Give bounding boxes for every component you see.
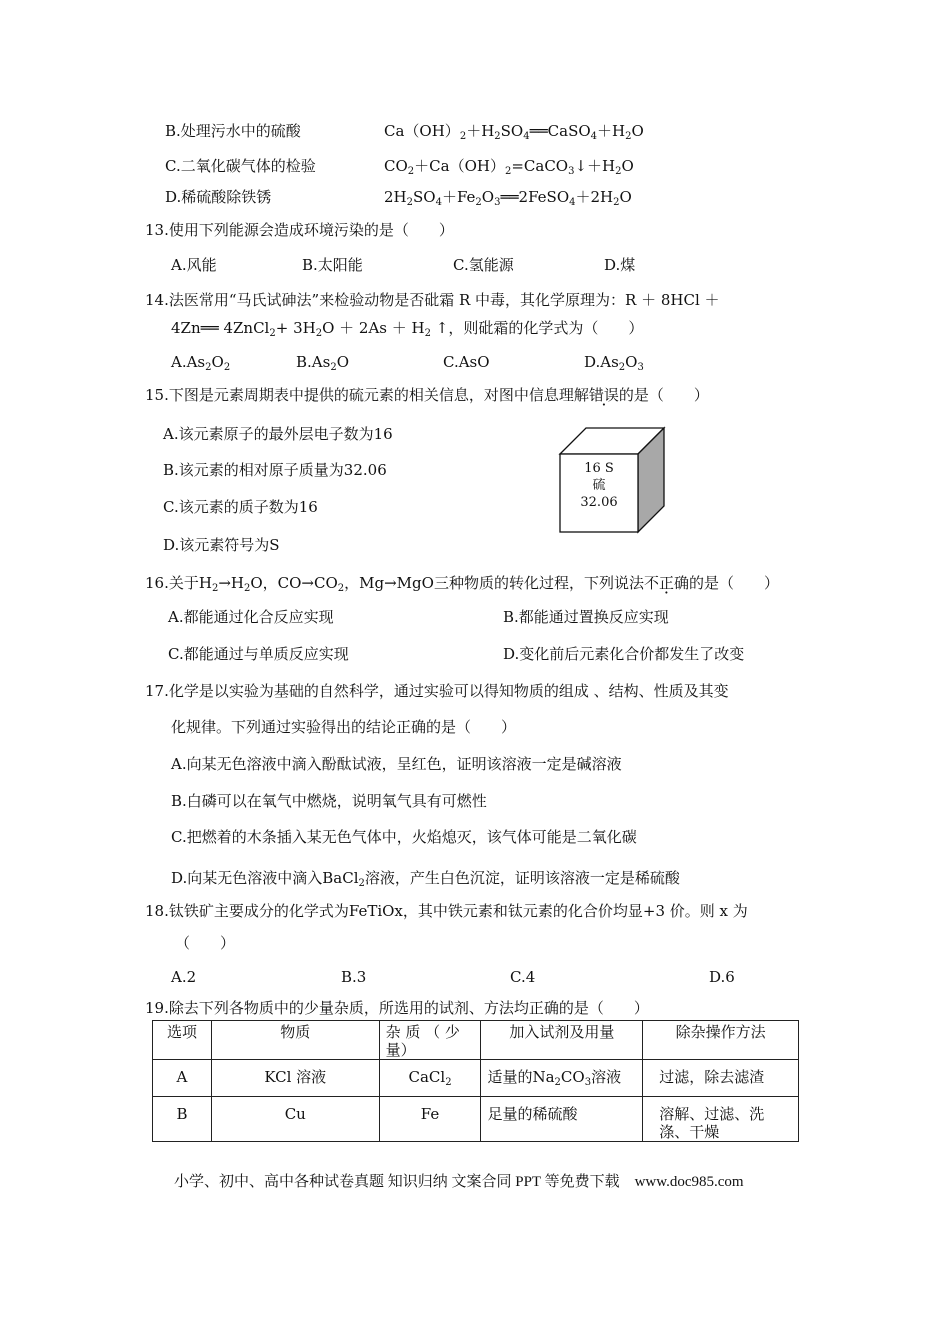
q12-d-equation: $2H_2SO_4+Fe_2O_3══2FeSO_4+2H_2O$: [384, 188, 632, 208]
q15-option-d: D.该元素符号为S: [163, 536, 280, 554]
element-mass: 32.06: [580, 495, 618, 510]
q13-option-b: B.太阳能: [302, 256, 363, 274]
table-header-row: [153, 1021, 799, 1060]
row-a-option: A: [153, 1060, 212, 1097]
q15-option-b: B.该元素的相对原子质量为32.06: [163, 461, 387, 479]
q17-option-b: B.白磷可以在氧气中燃烧，说明氧气具有可燃性: [171, 792, 487, 810]
q12-option-d: [165, 187, 271, 207]
q18-option-c: C.4: [510, 968, 536, 986]
q16-option-c: C.都能通过与单质反应实现: [168, 645, 349, 663]
header-option: 选项: [153, 1021, 212, 1060]
q13-stem: 13.使用下列能源会造成环境污染的是（ ）: [145, 221, 454, 239]
q17-option-a: A.向某无色溶液中滴入酚酞试液，呈红色，证明该溶液一定是碱溶液: [171, 755, 622, 773]
row-b-reagent: 足量的稀硫酸: [481, 1097, 643, 1142]
q15-option-c: C.该元素的质子数为16: [163, 498, 318, 516]
row-b-impurity: Fe: [379, 1097, 481, 1142]
q15-stem-b: 的是（ ）: [618, 386, 709, 404]
q12-c-equation: $CO_2+Ca(OH)_2=CaCO_3↓+H_2O$: [384, 157, 634, 177]
q15-stem-a: 15.下图是元素周期表中提供的硫元素的相关信息，对图中信息理解: [145, 386, 589, 404]
header-substance: 物质: [211, 1021, 379, 1060]
q16-stem-b: 三种物质的转化过程，下列说法: [433, 574, 644, 592]
q13-option-a: A.风能: [171, 256, 217, 274]
element-number-symbol: 16 S: [584, 461, 614, 476]
q16-stem: 16.关于$H_2\to H_2O$，$CO\to CO_2$，Mg→MgO三种物质的转化过程，下列说法不正确的是（ ）: [145, 574, 779, 594]
q16-stem-c: 的是（ ）: [688, 574, 779, 592]
element-name: 硫: [592, 478, 606, 493]
q16-option-a: A.都能通过化合反应实现: [168, 608, 334, 626]
q14-stem-tail: ，则砒霜的化学式为（ ）: [448, 319, 644, 337]
q18-option-a: A.2: [171, 968, 197, 986]
q12-option-c: [165, 156, 316, 176]
q18-option-d: D.6: [709, 968, 735, 986]
q14-stem-line2: 4Zn══ 4ZnCl$_2$+ $3H_2O + 2As + H_2$ ↑，则砒霜的化学式为（ ）: [171, 319, 644, 339]
row-a-method: 过滤，除去滤渣: [643, 1060, 799, 1097]
q14-stem-line1: 14.法医常用“马氏试砷法”来检验动物是否砒霜 R 中毒，其化学原理为：R ＋ 8HCl ＋: [145, 291, 720, 309]
q18-option-b: B.3: [341, 968, 367, 986]
header-reagent: 加入试剂及用量: [481, 1021, 643, 1060]
q14-option-d: $D.As_2O_3$: [584, 353, 644, 373]
q14-option-b: $B.As_2O$: [296, 353, 350, 373]
table-row: [153, 1060, 799, 1097]
q12-option-b: [165, 121, 301, 141]
row-a-impurity-text: CaCl: [408, 1068, 446, 1086]
q17-stem-line1: 17.化学是以实验为基础的自然科学，通过实验可以得知物质的组成 、结构、性质及其变: [145, 682, 729, 700]
q13-option-d: D.煤: [604, 256, 636, 274]
header-method: 除杂操作方法: [643, 1021, 799, 1060]
q15-option-a: A.该元素原子的最外层电子数为16: [163, 425, 393, 443]
q13-option-c: C.氢能源: [453, 256, 514, 274]
q12-d-desc: D.稀硫酸除铁锈: [165, 188, 272, 206]
header-impurity: 杂 质 （ 少量）: [379, 1021, 481, 1060]
q19-table: [152, 1020, 799, 1142]
q17-d-b: 溶液，产生白色沉淀，证明该溶液一定是稀硫酸: [364, 869, 680, 887]
q14-option-a: $A.As_2O_2$: [171, 353, 231, 373]
q17-option-c: C.把燃着的木条插入某无色气体中，火焰熄灭，该气体可能是二氧化碳: [171, 828, 637, 846]
q12-b-desc: B.处理污水中的硫酸: [165, 122, 301, 140]
row-a-reagent-text: 溶液: [591, 1068, 622, 1086]
q16-option-d: D.变化前后元素化合价都发生了改变: [503, 645, 745, 663]
row-a-impurity: CaCl$_2$: [379, 1060, 481, 1097]
q15-stem-emphasis: 错误: [588, 386, 619, 404]
q16-option-b: B.都能通过置换反应实现: [503, 608, 669, 626]
q18-stem-line2: （ ）: [175, 934, 236, 952]
page-footer: 小学、初中、高中各种试卷真题 知识归纳 文案合同 PPT 等免费下载 www.doc985.com: [174, 1174, 744, 1190]
q17-stem-line2: 化规律。下列通过实验得出的结论正确的是（ ）: [171, 718, 517, 736]
row-b-option: B: [153, 1097, 212, 1142]
q17-option-d: D.向某无色溶液中滴入BaCl$_2$溶液，产生白色沉淀，证明该溶液一定是稀硫酸: [171, 869, 680, 889]
table-row: [153, 1097, 799, 1142]
row-a-reagent: 适量的$Na_2CO_3$溶液: [481, 1060, 643, 1097]
q15-stem: [145, 385, 709, 405]
q16-stem-emphasis: 不正确: [643, 574, 689, 592]
q12-c-desc: C.二氧化碳气体的检验: [165, 157, 316, 175]
row-b-substance: Cu: [211, 1097, 379, 1142]
q12-b-equation: $Ca(OH)_2+H_2SO_4══CaSO_4+H_2O$: [384, 122, 644, 142]
q19-stem: 19.除去下列各物质中的少量杂质，所选用的试剂、方法均正确的是（ ）: [145, 999, 649, 1017]
q14-option-c: C.AsO: [443, 353, 490, 371]
row-a-substance: KCl 溶液: [211, 1060, 379, 1097]
row-b-method: 溶解、过滤、洗涤、干燥: [643, 1097, 799, 1142]
q17-d-a: D.向某无色溶液中滴入: [171, 869, 323, 887]
q18-stem-line1: 18.钛铁矿主要成分的化学式为FeTiOx，其中铁元素和钛元素的化合价均显+3 价。则 x 为: [145, 902, 748, 920]
